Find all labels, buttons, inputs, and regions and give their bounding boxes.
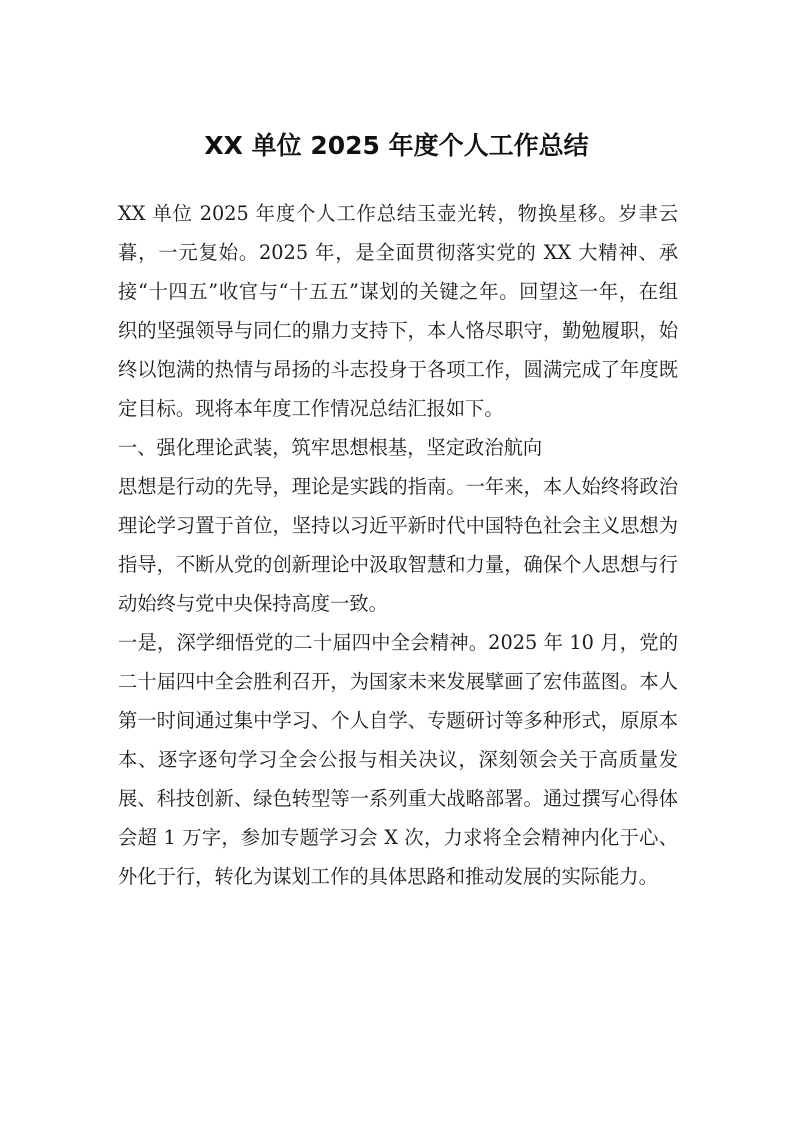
section-heading: 一、强化理论武装，筑牢思想根基，坚定政治航向 — [118, 436, 543, 459]
intro-paragraph: XX 单位 2025 年度个人工作总结玉壶光转，物换星移。岁聿云暮，一元复始。2025 年，是全面贯彻落实党的 XX 大精神、承接“十四五”收官与“十五五”谋划的关键之年。回望这一年，在组织的坚强领导与同仁的鼎力支持下，本人恪尽职守，勤勉履职，始终以饱满的热情与昂扬的斗志投身于各项工作，圆满完成了年度既定目标。现将本年度工作情况总结汇报如下。 — [118, 202, 678, 420]
document-title: XX 单位 2025 年度个人工作总结 — [204, 131, 589, 160]
section-paragraph: 思想是行动的先导，理论是实践的指南。一年来，本人始终将政治理论学习置于首位，坚持以习近平新时代中国特色社会主义思想为指导，不断从党的创新理论中汲取智慧和力量，确保个人思想与行动始终与党中央保持高度一致。 — [118, 475, 678, 615]
document-body — [118, 194, 678, 896]
point-one-paragraph: 一是，深学细悟党的二十届四中全会精神。2025 年 10 月，党的二十届四中全会胜利召开，为国家未来发展擘画了宏伟蓝图。本人第一时间通过集中学习、个人自学、专题研讨等多种形式，原原本本、逐字逐句学习全会公报与相关决议，深刻领会关于高质量发展、科技创新、绿色转型等一系列重大战略部署。通过撰写心得体会超 1 万字，参加专题学习会 X 次，力求将全会精神内化于心、外化于行，转化为谋划工作的具体思路和推动发展的实际能力。 — [118, 631, 678, 888]
